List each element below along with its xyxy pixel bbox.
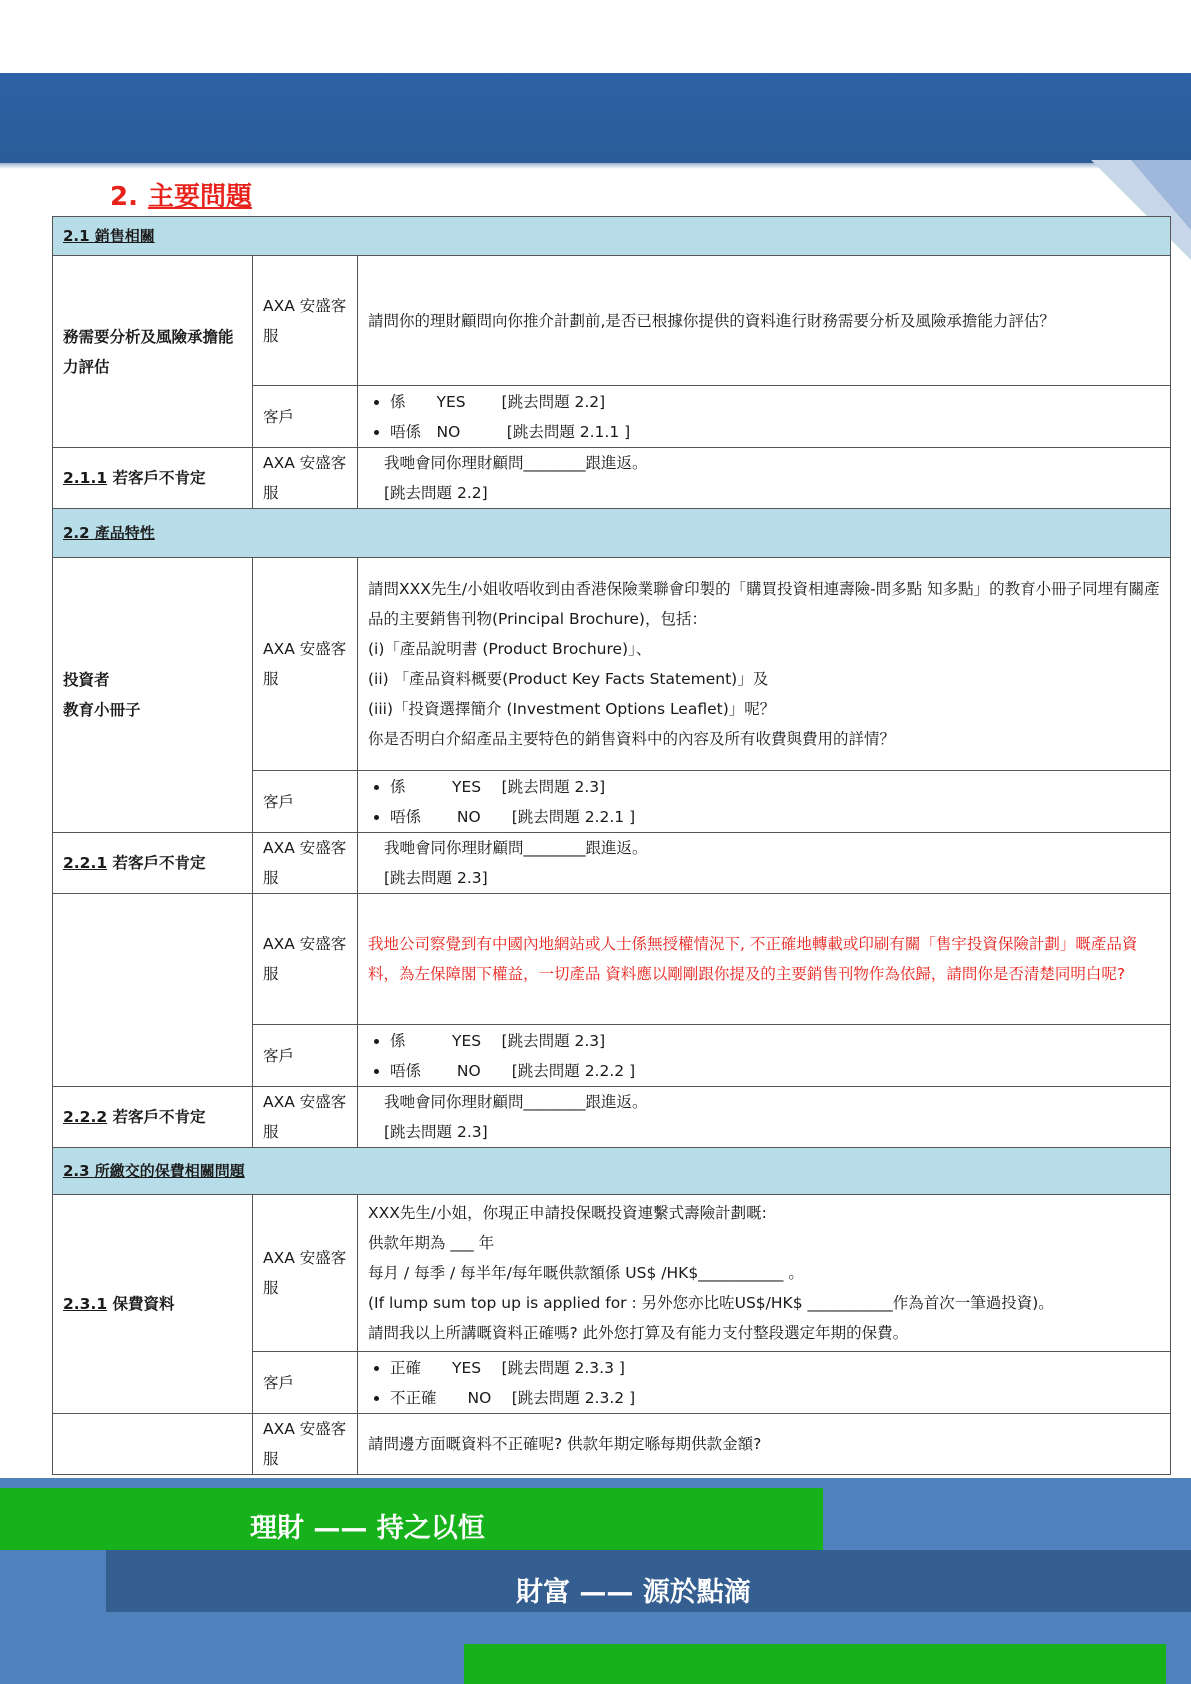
followup-text	[358, 448, 1171, 509]
option-no: • 唔係 NO [跳去問題 2.2.2 ]	[390, 1056, 1160, 1086]
question-line: 你是否明白介紹產品主要特色的銷售資料中的內容及所有收費與費用的詳情？	[368, 730, 896, 748]
party-axa: AXA 安盛客服	[253, 1414, 358, 1475]
option-yes: • 係 YES [跳去問題 2.3]	[390, 772, 1160, 802]
question-line: (i)「產品說明書 (Product Brochure)」、	[368, 640, 652, 658]
question-line: XXX先生/小姐，你現正申請投保嘅投資連繫式壽險計劃嘅:	[368, 1204, 767, 1222]
party-axa: AXA 安盛客服	[253, 448, 358, 509]
option-no: • 唔係 NO [跳去問題 2.2.1 ]	[390, 802, 1160, 832]
section-heading	[110, 176, 252, 213]
party-client: 客戶	[253, 1352, 358, 1414]
section-number: 2.	[110, 182, 138, 212]
question-text: 請問你的理財顧問向你推介計劃前,是否已根據你提供的資料進行財務需要分析及風險承擔能力評估？	[358, 256, 1171, 386]
question-line: (ii) 「產品資料概要(Product Key Facts Statement)」及	[368, 670, 769, 688]
party-client: 客戶	[253, 1025, 358, 1087]
question-text	[358, 1195, 1171, 1352]
option-yes: • 係 YES [跳去問題 2.2]	[390, 387, 1160, 417]
question-line: (If lump sum top up is applied for : 另外您亦比咗US$/HK$ ___________作為首次一筆過投資)。	[368, 1294, 1054, 1312]
section-header-2-3: 2.3 所繳交的保費相關問題	[63, 1162, 245, 1180]
topic-label: 保費資料	[112, 1295, 175, 1313]
topic-label: 若客戶不肯定	[112, 1108, 206, 1126]
table-row	[53, 1087, 1171, 1148]
section-row-2-3	[53, 1148, 1171, 1195]
question-line: 供款年期為 ___ 年	[368, 1234, 495, 1252]
topic-number: 2.2.1	[63, 854, 108, 872]
topic-number: 2.1.1	[63, 469, 108, 487]
party-axa: AXA 安盛客服	[253, 256, 358, 386]
option-no: • 唔係 NO [跳去問題 2.1.1 ]	[390, 417, 1160, 447]
footer-slogan-2: 財富 —— 源於點滴	[516, 1577, 751, 1608]
table-row	[53, 1414, 1171, 1475]
question-line: (iii)「投資選擇簡介 (Investment Options Leaflet)」呢？	[368, 700, 776, 718]
questions-table	[52, 216, 1171, 1475]
answer-options	[358, 1025, 1171, 1087]
section-row-2-1	[53, 217, 1171, 256]
section-row-2-2	[53, 509, 1171, 558]
topic-number: 2.2.2	[63, 1108, 108, 1126]
question-text: 請問邊方面嘅資料不正確呢? 供款年期定喺每期供款金額?	[358, 1414, 1171, 1475]
topic-cell: 務需要分析及風險承擔能力評估	[53, 256, 253, 448]
party-axa: AXA 安盛客服	[253, 894, 358, 1025]
party-axa: AXA 安盛客服	[253, 833, 358, 894]
section-header-2-2: 2.2 產品特性	[63, 524, 155, 542]
table-row	[53, 833, 1171, 894]
option-yes: • 正確 YES [跳去問題 2.3.3 ]	[390, 1353, 1160, 1383]
party-client: 客戶	[253, 386, 358, 448]
followup-text	[358, 1087, 1171, 1148]
followup-text	[358, 833, 1171, 894]
topic-label: 若客戶不肯定	[112, 854, 206, 872]
topic-cell	[53, 1087, 253, 1148]
topic-line: 投資者	[63, 671, 110, 689]
followup-jump: [跳去問題 2.3]	[384, 869, 488, 887]
followup-line: 我哋會同你理財顧問________跟進返。	[384, 1093, 648, 1111]
table-row	[53, 1195, 1171, 1352]
question-line: 請問XXX先生/小姐收唔收到由香港保險業聯會印製的「購買投資相連壽險-問多點 知多點」的教育小冊子同埋有關產品的主要銷售刊物(Principal Brochure)，包括：	[368, 580, 1160, 628]
table-row	[53, 448, 1171, 509]
party-axa: AXA 安盛客服	[253, 1087, 358, 1148]
topic-cell	[53, 833, 253, 894]
table-row	[53, 558, 1171, 771]
option-no: • 不正確 NO [跳去問題 2.3.2 ]	[390, 1383, 1160, 1413]
header-band	[0, 73, 1191, 165]
followup-line: 我哋會同你理財顧問________跟進返。	[384, 454, 648, 472]
option-yes: • 係 YES [跳去問題 2.3]	[390, 1026, 1160, 1056]
section-header-2-1: 2.1 銷售相關	[63, 227, 155, 245]
topic-cell	[53, 448, 253, 509]
table-row	[53, 894, 1171, 1025]
question-line: 每月 / 每季 / 每半年/每年嘅供款額係 US$ /HK$___________ 。	[368, 1264, 804, 1282]
answer-options	[358, 771, 1171, 833]
topic-line: 教育小冊子	[63, 701, 141, 719]
topic-cell	[53, 1195, 253, 1414]
party-axa: AXA 安盛客服	[253, 558, 358, 771]
answer-options	[358, 1352, 1171, 1414]
table-row	[53, 256, 1171, 386]
question-text	[358, 558, 1171, 771]
party-axa: AXA 安盛客服	[253, 1195, 358, 1352]
question-line: 請問我以上所講嘅資料正確嗎? 此外您打算及有能力支付整段選定年期的保費。	[368, 1324, 909, 1342]
followup-jump: [跳去問題 2.3]	[384, 1123, 488, 1141]
followup-jump: [跳去問題 2.2]	[384, 484, 488, 502]
footer-green-bar-bottom	[464, 1644, 1166, 1684]
topic-cell-empty	[53, 894, 253, 1087]
followup-line: 我哋會同你理財顧問________跟進返。	[384, 839, 648, 857]
topic-label: 若客戶不肯定	[112, 469, 206, 487]
header-shadow	[0, 163, 1191, 169]
topic-cell-empty	[53, 1414, 253, 1475]
topic-cell	[53, 558, 253, 833]
section-title: 主要問題	[147, 182, 252, 212]
topic-number: 2.3.1	[63, 1295, 108, 1313]
answer-options	[358, 386, 1171, 448]
footer-slogan-1: 理財 —— 持之以恒	[250, 1513, 485, 1544]
warning-text: 我地公司察覺到有中國內地網站或人士係無授權情況下, 不正確地轉載或印刷有關「售宇投資保險計劃」嘅產品資料，為左保障閣下權益，一切產品 資料應以剛剛跟你提及的主要銷售刊物作為依歸，請問你是否清楚同明白呢?	[358, 894, 1171, 1025]
party-client: 客戶	[253, 771, 358, 833]
